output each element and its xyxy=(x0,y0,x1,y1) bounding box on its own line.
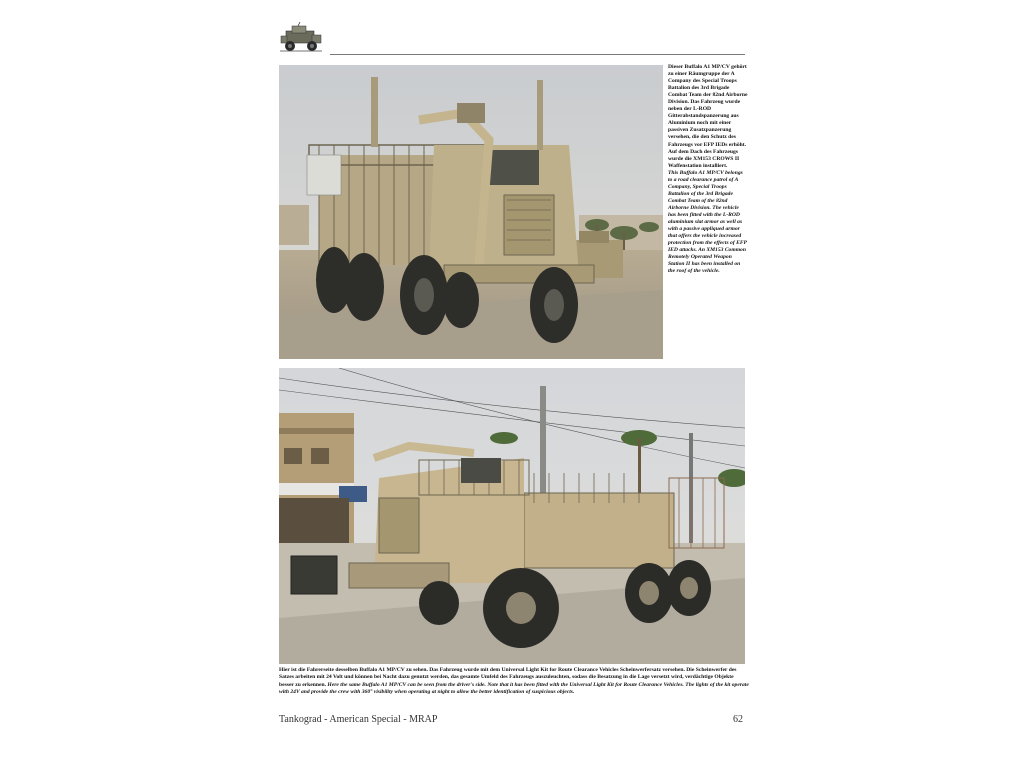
footer-publication-title: Tankograd - American Special - MRAP xyxy=(279,714,438,725)
bottom-caption xyxy=(279,667,749,696)
side-caption-english: This Buffalo A1 MP/CV belongs to a road clearance patrol of A Company, Special Troops Battalion of the 3rd Brigade Combat Team of the 82nd Airborne Division. The vehicle has been fitted with the L-ROD aluminium slat armor as well as with a passive appliqued armor that offers the vehicle increased protection from the effects of EFP IED attacks. An XM153 Common Remotely Operated Weapon Station II has been installed on the roof of the vehicle. xyxy=(668,169,747,275)
buffalo-front-photo xyxy=(279,65,663,359)
header-rule xyxy=(330,54,745,55)
side-caption xyxy=(668,64,748,275)
bottom-caption-english: Here the same Buffalo A1 MP/CV can be seen from the driver's side. Note that it has been fitted with the Universal Light Kit for Route Clearance Vehicles. The lights of the kit operate with 24V and provide the crew with 360° visibility when operating at night to allow the better identification of suspicious objects. xyxy=(279,681,749,695)
page-number: 62 xyxy=(733,714,743,725)
buffalo-side-photo xyxy=(279,368,745,664)
side-caption-german: Dieser Buffalo A1 MP/CV gehört zu einer Räumgruppe der A Company des Special Troops Battalion des 3rd Brigade Combat Team der 82nd Airborne Division. Das Fahrzeug wurde neben der L-ROD Gitterabstandspanzerung aus Aluminium noch mit einer passiven Zusatzpanzerung versehen, die den Schutz des Fahrzeugs vor EFP IEDs erhöht. Auf dem Dach des Fahrzeugs wurde die XM153 CROWS II Waffenstation installiert. xyxy=(668,64,748,169)
vehicle-logo-icon xyxy=(278,21,324,55)
bottom-caption-german: Hier ist die Fahrerseite desselben Buffalo A1 MP/CV zu sehen. Das Fahrzeug wurde mit dem Universal Light Kit for Route Clearance Vehicles Scheinwerfersatz versehen. Die Scheinwerfer des Satzes arbeiten mit 24 Volt und können bei Nacht dazu genutzt werden, das gesamte Umfeld des Fahrzeugs auszuleuchten, sodass die Besatzung in die Lage versetzt wird, verdächtige Objekte besser zu erkennen. xyxy=(279,667,737,688)
